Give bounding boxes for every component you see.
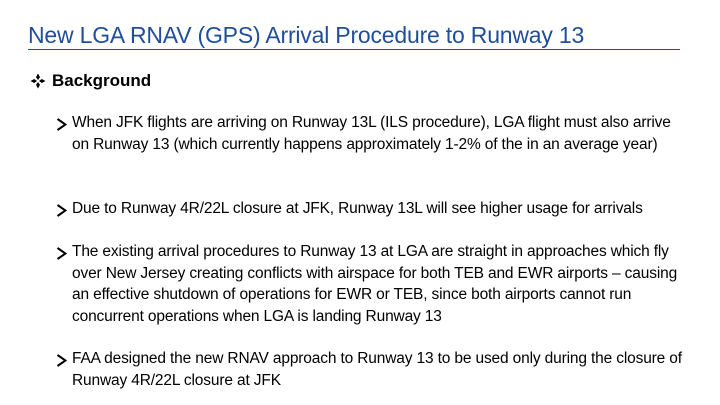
bullet-text: The existing arrival procedures to Runway 13 at LGA are straight in approaches which fly over New Jersey creating conflicts with airspace for both TEB and EWR airports – causing an effective shutdown of operations for EWR or TEB, since both airports cannot run concurrent operations when LGA is landing Runway 13 bbox=[72, 243, 678, 325]
bullet-text: Due to Runway 4R/22L closure at JFK, Runway 13L will see higher usage for arrivals bbox=[72, 200, 643, 217]
title-underline bbox=[28, 49, 680, 50]
bullet-item bbox=[56, 198, 688, 224]
bullet-item bbox=[56, 348, 688, 391]
arrow-bullet-icon bbox=[56, 116, 70, 155]
bullet-item bbox=[56, 241, 688, 327]
section-heading bbox=[30, 71, 151, 91]
bullet-text: FAA designed the new RNAV approach to Runway 13 to be used only during the closure of Runway 4R/22L closure at JFK bbox=[72, 350, 682, 389]
diamond-bullet-icon bbox=[30, 73, 46, 89]
bullet-text: When JFK flights are arriving on Runway 13L (ILS procedure), LGA flight must also arrive on Runway 13 (which currently happens approximately 1-2% of the in an average year) bbox=[72, 114, 671, 153]
arrow-bullet-icon bbox=[56, 202, 70, 224]
slide-title: New LGA RNAV (GPS) Arrival Procedure to Runway 13 bbox=[28, 22, 585, 48]
section-label: Background bbox=[52, 71, 152, 90]
arrow-bullet-icon bbox=[56, 352, 70, 391]
bullet-item bbox=[56, 112, 688, 155]
arrow-bullet-icon bbox=[56, 245, 70, 327]
